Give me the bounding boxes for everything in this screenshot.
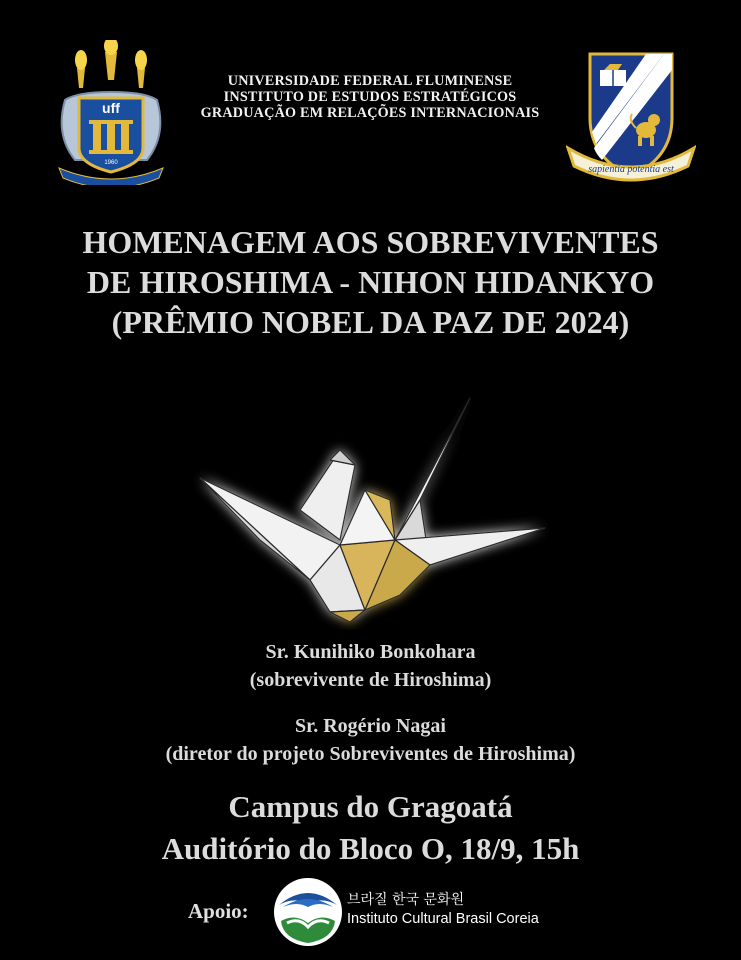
origami-crane-icon: [190, 390, 560, 630]
title-line-3: (PRÊMIO NOBEL DA PAZ DE 2024): [111, 304, 630, 340]
title-line-1: HOMENAGEM AOS SOBREVIVENTES: [82, 224, 659, 260]
icbc-logo-icon: [273, 877, 343, 947]
venue-details: Auditório do Bloco O, 18/9, 15h: [161, 831, 580, 866]
title-line-2: DE HIROSHIMA - NIHON HIDANKYO: [86, 264, 655, 300]
speaker-1-name: Sr. Kunihiko Bonkohara: [265, 641, 476, 663]
uff-coat-of-arms-icon: [55, 40, 167, 185]
uff-year: 1960: [104, 160, 118, 166]
speaker-2: [20, 712, 721, 768]
program-name: GRADUAÇÃO EM RELAÇÕES INTERNACIONAIS: [200, 105, 540, 121]
ri-shield-crest-icon: [566, 48, 696, 188]
speaker-1: [20, 638, 721, 694]
institute-name: INSTITUTO DE ESTUDOS ESTRATÉGICOS: [223, 89, 517, 105]
venue: [20, 786, 721, 870]
crest-motto: sapientia potentia est: [588, 164, 674, 175]
support-label: Apoio:: [188, 899, 249, 923]
event-title: [20, 222, 721, 342]
speaker-1-role: (sobrevivente de Hiroshima): [249, 669, 492, 691]
institution-header: [160, 73, 580, 121]
venue-campus: Campus do Gragoatá: [228, 789, 513, 824]
uff-logo-text: uff: [102, 100, 120, 116]
support-name: Instituto Cultural Brasil Coreia: [347, 911, 539, 927]
university-name: UNIVERSIDADE FEDERAL FLUMINENSE: [227, 73, 513, 89]
support-korean-name: 브라질 한국 문화원: [347, 892, 465, 908]
speaker-2-role: (diretor do projeto Sobreviventes de Hiroshima): [165, 743, 576, 765]
speaker-2-name: Sr. Rogério Nagai: [295, 715, 446, 737]
